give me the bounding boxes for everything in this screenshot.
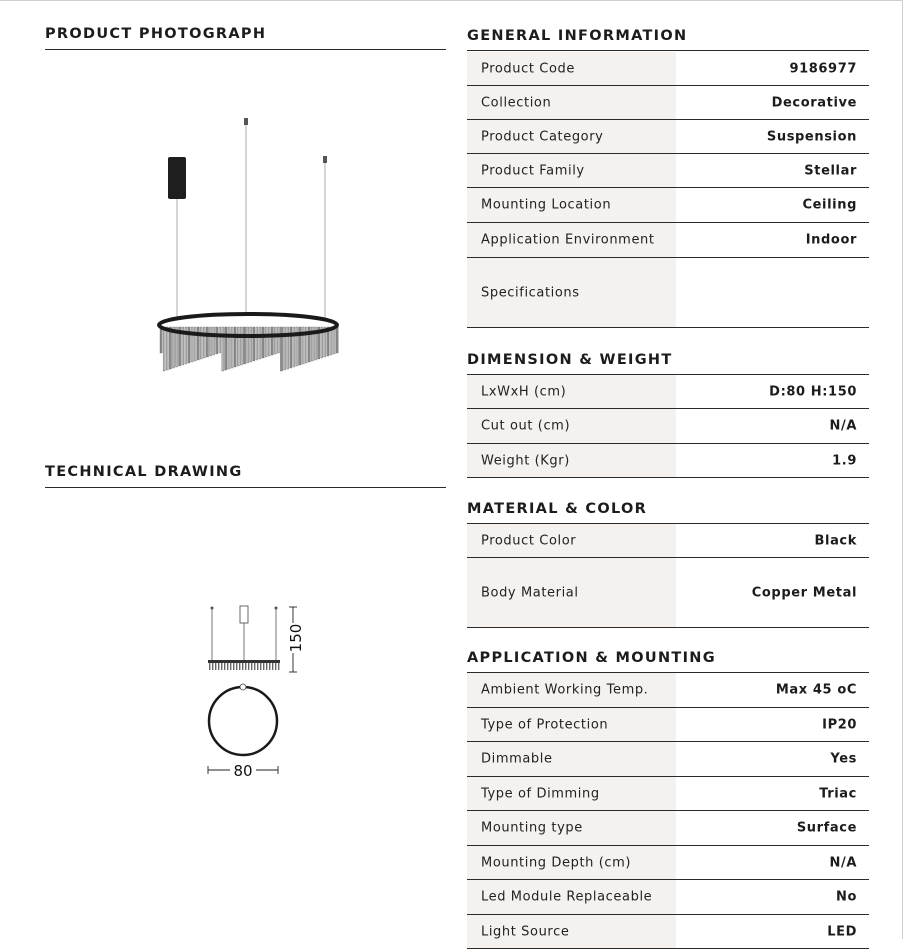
pendant-drop [243, 327, 245, 364]
side-pendant-drop [272, 663, 273, 670]
side-pendant-drop [266, 663, 267, 670]
spec-row-led-replaceable: Led Module Replaceable No [467, 880, 869, 915]
section-title-general: GENERAL INFORMATION [467, 28, 869, 51]
pendant-drop [268, 327, 270, 356]
spec-row-application-environment: Application Environment Indoor [467, 223, 869, 258]
pendant-drop [206, 327, 208, 357]
side-pendant-drop [260, 663, 261, 670]
spec-row-dimensions: LxWxH (cm) D:80 H:150 [467, 375, 869, 409]
section-title-application: APPLICATION & MOUNTING [467, 650, 869, 673]
canopy [168, 157, 186, 199]
pendant-drop [219, 327, 221, 353]
spec-row-mounting-location: Mounting Location Ceiling [467, 188, 869, 223]
pendant-drop [213, 327, 215, 355]
pendant-drop [256, 327, 258, 360]
side-pendant-drop [269, 663, 270, 670]
side-pendant-drop [221, 663, 222, 670]
pendant-drop [336, 327, 338, 353]
side-pendant-drop [236, 663, 237, 670]
spec-row-light-source: Light Source LED [467, 915, 869, 949]
spec-row-body-material: Body Material Copper Metal [467, 558, 869, 628]
spec-row-weight: Weight (Kgr) 1.9 [467, 444, 869, 478]
pendant-drop [197, 327, 199, 360]
pendant-drop [231, 327, 233, 368]
side-pendant-drop [230, 663, 231, 670]
side-pendant-drop [227, 663, 228, 670]
pendant-drop [274, 327, 276, 354]
section-title-dimension: DIMENSION & WEIGHT [467, 352, 869, 375]
pendant-drop [160, 327, 162, 353]
side-pendant-drop [251, 663, 252, 670]
width-dimension-label: 80 [233, 762, 253, 780]
pendant-drop [209, 327, 211, 356]
pendant-drop [262, 327, 264, 358]
spec-row-cut-out: Cut out (cm) N/A [467, 409, 869, 444]
pendant-drop [259, 327, 261, 359]
side-pendant-drop [224, 663, 225, 670]
spec-row-product-family: Product Family Stellar [467, 154, 869, 188]
pendant-drop [240, 327, 242, 365]
side-pendant-drop [278, 663, 279, 670]
side-pendant-drop [233, 663, 234, 670]
pendant-drop [200, 327, 202, 359]
spec-row-ambient-temp: Ambient Working Temp. Max 45 oC [467, 673, 869, 708]
side-pendant-drop [218, 663, 219, 670]
pendant-drop [234, 327, 236, 367]
spec-row-product-category: Product Category Suspension [467, 120, 869, 154]
spec-row-product-code: Product Code 9186977 [467, 52, 869, 86]
ring-top-view [209, 687, 277, 755]
spec-row-mounting-type: Mounting type Surface [467, 811, 869, 846]
pendant-drop [237, 327, 239, 366]
pendant-drop [163, 327, 165, 371]
side-pendant-drop [239, 663, 240, 670]
spec-row-mounting-depth: Mounting Depth (cm) N/A [467, 846, 869, 880]
spec-row-collection: Collection Decorative [467, 86, 869, 120]
pendant-drop [169, 327, 171, 369]
pendant-drop [203, 327, 205, 358]
side-pendant-drop [245, 663, 246, 670]
pendant-drop [277, 327, 279, 353]
side-pendant-drop [254, 663, 255, 670]
pendant-drop [247, 327, 249, 363]
spec-row-specifications: Specifications [467, 258, 869, 328]
product-photograph-title: PRODUCT PHOTOGRAPH [45, 26, 446, 50]
side-pendant-drop [212, 663, 213, 670]
pendant-drop [271, 327, 273, 355]
pendant-drop [166, 327, 168, 370]
pendant-drop [216, 327, 218, 354]
side-pendant-drop [248, 663, 249, 670]
spec-row-dimmable: Dimmable Yes [467, 742, 869, 777]
height-dimension-label: 150 [287, 623, 305, 653]
product-photo [150, 112, 350, 377]
pendant-drop [228, 327, 230, 369]
side-pendant-drop [275, 663, 276, 670]
side-pendant-drop [257, 663, 258, 670]
pendant-drop [253, 327, 255, 361]
pendant-drop [333, 327, 335, 354]
side-pendant-drop [215, 663, 216, 670]
side-pendant-drop [209, 663, 210, 670]
technical-drawing [195, 598, 315, 783]
technical-drawing-title: TECHNICAL DRAWING [45, 464, 446, 488]
spec-row-product-color: Product Color Black [467, 524, 869, 558]
pendant-drop [225, 327, 227, 370]
spec-row-protection: Type of Protection IP20 [467, 708, 869, 742]
side-pendant-drop [263, 663, 264, 670]
pendant-drop [250, 327, 252, 362]
spec-row-dimming-type: Type of Dimming Triac [467, 777, 869, 811]
section-title-material: MATERIAL & COLOR [467, 501, 869, 524]
side-pendant-drop [242, 663, 243, 670]
pendant-drop [265, 327, 267, 357]
